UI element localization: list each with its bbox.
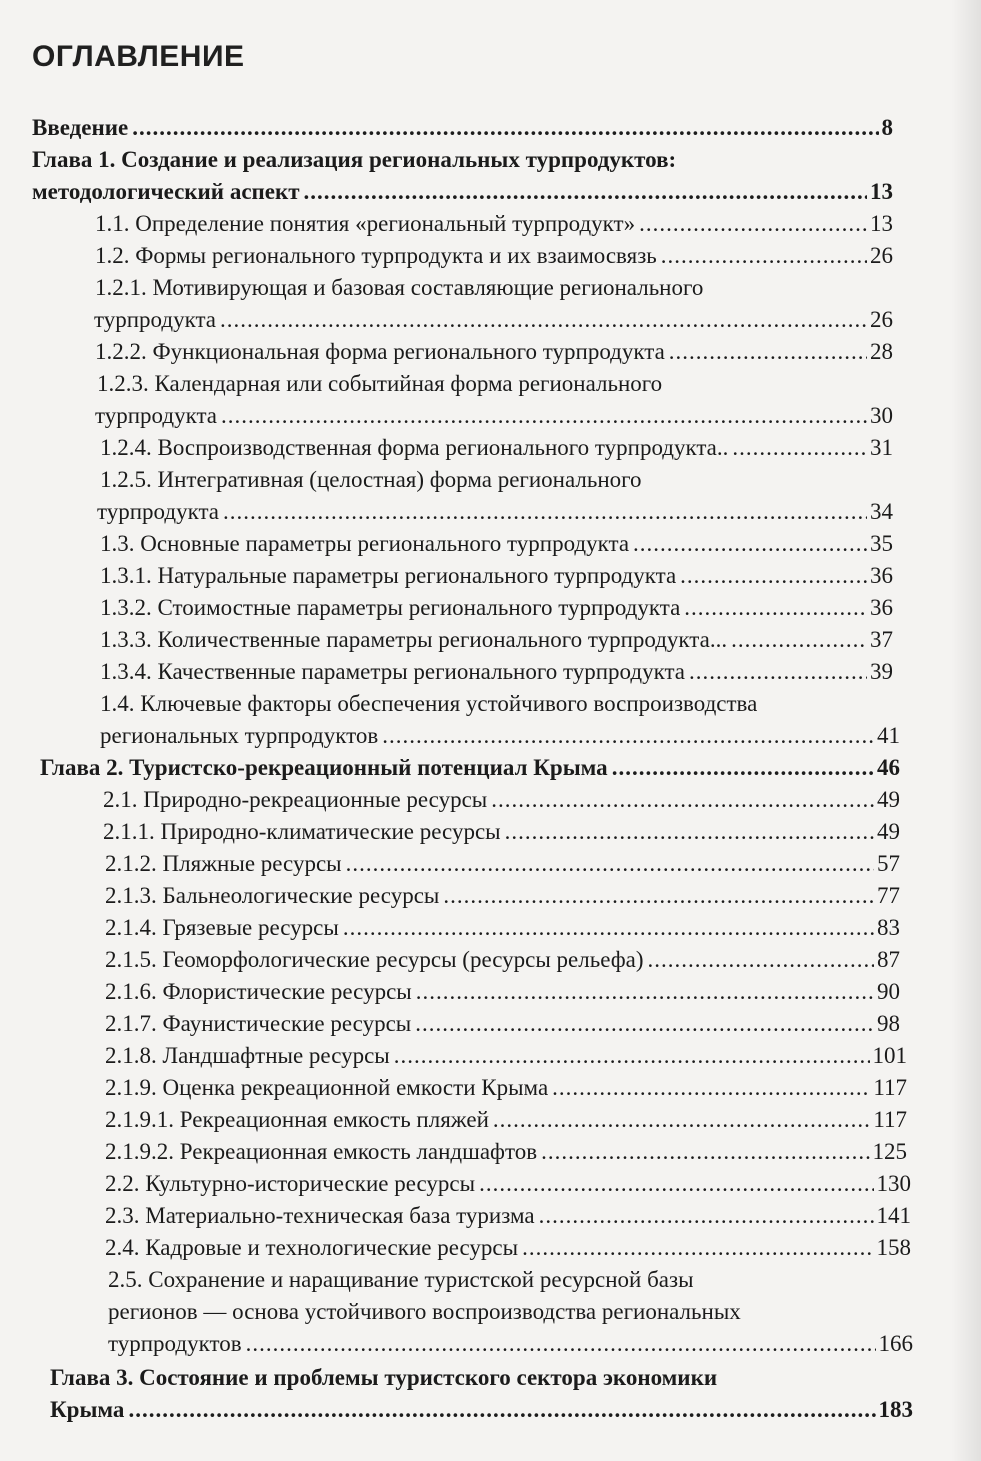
toc-page-number: 87 [877,947,900,972]
toc-section-entry [100,656,893,688]
toc-entry-title: 2.1.7. Фаунистические ресурсы [105,1011,412,1036]
toc-section-entry [105,1008,900,1040]
dot-leader [246,1328,876,1360]
toc-entry-title: 2.1. Природно-рекреационные ресурсы [103,787,488,812]
dot-leader [493,1104,870,1136]
toc-page-number: 31 [870,435,893,460]
toc-page-number: 90 [877,979,900,1004]
toc-entry-title: турпродукта [94,307,217,332]
dot-leader [732,432,867,464]
toc-entry-title: Введение [32,115,129,140]
toc-entry-title: Глава 2. Туристско-рекреационный потенциал Крыма [40,755,608,780]
toc-section-entry [97,464,893,528]
toc-entry-title: турпродукта [97,499,220,524]
dot-leader [220,304,867,336]
dot-leader [639,208,867,240]
toc-entry-title: 2.1.9.1. Рекреационная емкость пляжей [105,1107,489,1132]
dot-leader [223,496,867,528]
dot-leader [132,112,878,144]
dot-leader [343,912,874,944]
toc-entry-title: 1.1. Определение понятия «региональный турпродукт» [95,211,636,236]
toc-section-entry [100,432,893,464]
toc-page-number: 13 [870,179,893,204]
toc-entry-title: 2.1.9.2. Рекреационная емкость ландшафтов [105,1139,538,1164]
toc-page-number: 117 [873,1107,907,1132]
dot-leader [416,976,874,1008]
toc-section-entry [105,1072,907,1104]
toc-page-number: 98 [877,1011,900,1036]
dot-leader [661,240,867,272]
toc-entry-title: 1.4. Ключевые факторы обеспечения устойчивого воспроизводства [100,691,758,716]
toc-section-entry [105,1232,911,1264]
dot-leader [346,848,874,880]
toc-page-number: 57 [877,851,900,876]
toc-entry-title: 2.1.5. Геоморфологические ресурсы (ресурсы рельефа) [105,947,644,972]
dot-leader [415,1008,874,1040]
toc-section-entry [95,272,893,336]
dot-leader [731,624,867,656]
toc-section-entry [105,1136,907,1168]
toc-entry-title: 2.2. Культурно-исторические ресурсы [105,1171,476,1196]
toc-entry-title: 1.2.5. Интегративная (целостная) форма регионального [100,467,642,492]
toc-page-number: 125 [872,1139,907,1164]
toc-entry-title: Глава 3. Состояние и проблемы туристского сектора экономики [50,1365,718,1390]
toc-page-number: 101 [872,1043,907,1068]
toc-page-number: 8 [881,115,893,140]
toc-page-number: 41 [877,723,900,748]
toc-entry-title: 1.2.1. Мотивирующая и базовая составляющие регионального [95,275,704,300]
toc-section-entry [105,912,900,944]
toc-section-entry [100,624,893,656]
toc-chapter-entry [32,112,893,144]
toc-page-number: 117 [873,1075,907,1100]
toc-entry-title: турпродукта [95,403,218,428]
toc-page-number: 39 [870,659,893,684]
toc-entry-title: 2.1.2. Пляжные ресурсы [105,851,342,876]
toc-entry-title: 2.5. Сохранение и наращивание туристской ресурсной базы [108,1267,694,1292]
toc-entry-title: 2.1.3. Бальнеологические ресурсы [105,883,440,908]
toc-page-number: 28 [870,339,893,364]
toc-page-number: 183 [878,1397,913,1422]
dot-leader [680,560,867,592]
dot-leader [128,1394,875,1426]
toc-section-entry [103,816,900,848]
dot-leader [304,176,867,208]
dot-leader [541,1136,869,1168]
dot-leader [491,784,874,816]
dot-leader [479,1168,873,1200]
toc-entry-title: 2.1.6. Флористические ресурсы [105,979,412,1004]
toc-entry-title: 1.2.2. Функциональная форма регионального турпродукта [95,339,665,364]
toc-entry-title: 1.3.2. Стоимостные параметры регионального турпродукта [100,595,681,620]
toc-section-entry [95,240,893,272]
toc-chapter-entry [40,752,900,784]
toc-section-entry [103,784,900,816]
dot-leader [633,528,867,560]
toc-section-entry [105,1200,911,1232]
toc-section-entry [105,848,900,880]
toc-entry-title: 1.3. Основные параметры регионального турпродукта [100,531,630,556]
toc-page-number: 49 [877,819,900,844]
dot-leader [221,400,867,432]
toc-entry-title: 1.3.1. Натуральные параметры регионального турпродукта [100,563,677,588]
toc-page-number: 34 [870,499,893,524]
toc-section-entry [100,688,900,752]
toc-section-entry [97,368,893,432]
toc-section-entry [105,976,900,1008]
toc-entry-title: 1.3.3. Количественные параметры регионального турпродукта... [100,627,728,652]
toc-section-entry [105,944,900,976]
toc-entry-title: региональных турпродуктов [100,723,379,748]
toc-page-number: 141 [876,1203,911,1228]
toc-section-entry [95,208,893,240]
dot-leader [552,1072,870,1104]
page-title: ОГЛАВЛЕНИЕ [32,40,245,73]
toc-entry-title: 2.4. Кадровые и технологические ресурсы [105,1235,519,1260]
toc-section-entry [105,1104,907,1136]
toc-page-number: 77 [877,883,900,908]
toc-entry-title: 2.1.1. Природно-климатические ресурсы [103,819,501,844]
dot-leader [612,752,874,784]
dot-leader [382,720,874,752]
toc-entry-title: 2.1.8. Ландшафтные ресурсы [105,1043,390,1068]
toc-section-entry [105,1168,911,1200]
toc-entry-title: 1.2. Формы регионального турпродукта и их взаимосвязь [95,243,657,268]
toc-page-number: 46 [877,755,900,780]
dot-leader [689,656,867,688]
dot-leader [669,336,867,368]
toc-page-number: 158 [876,1235,911,1260]
page-edge-shadow [951,0,981,1461]
dot-leader [443,880,874,912]
toc-section-entry [105,1040,907,1072]
toc-entry-title: 2.3. Материально-техническая база туризма [105,1203,535,1228]
toc-entry-title: методологический аспект [32,179,300,204]
toc-entry-title: 1.2.3. Календарная или событийная форма регионального [97,371,663,396]
toc-page-number: 130 [876,1171,911,1196]
toc-section-entry [100,560,893,592]
toc-entry-title: Крыма [50,1397,125,1422]
dot-leader [394,1040,870,1072]
toc-entry-title: регионов — основа устойчивого воспроизводства региональных [108,1299,741,1324]
toc-entry-title: Глава 1. Создание и реализация региональных турпродуктов: [32,147,677,172]
toc-page-number: 49 [877,787,900,812]
toc-page-number: 26 [870,307,893,332]
toc-entry-title: 1.2.4. Воспроизводственная форма регионального турпродукта.. [100,435,729,460]
toc-page-number: 166 [878,1331,913,1356]
dot-leader [522,1232,873,1264]
toc-entry-title: 1.3.4. Качественные параметры регионального турпродукта [100,659,685,684]
dot-leader [684,592,867,624]
toc-section-entry [95,336,893,368]
toc-page-number: 36 [870,563,893,588]
toc-page-number: 83 [877,915,900,940]
toc-section-entry [100,592,893,624]
toc-page-number: 30 [870,403,893,428]
toc-section-entry [108,1264,913,1360]
toc-chapter-entry [32,144,893,208]
toc-page-number: 26 [870,243,893,268]
dot-leader [647,944,874,976]
toc-chapter-entry [50,1362,913,1426]
toc-entry-title: 2.1.4. Грязевые ресурсы [105,915,339,940]
dot-leader [505,816,874,848]
toc-page-number: 37 [870,627,893,652]
toc-entry-title: турпродуктов [108,1331,242,1356]
toc-entry-title: 2.1.9. Оценка рекреационной емкости Крыма [105,1075,549,1100]
dot-leader [539,1200,874,1232]
toc-page-number: 13 [870,211,893,236]
toc-section-entry [105,880,900,912]
toc-section-entry [100,528,893,560]
toc-page-number: 36 [870,595,893,620]
toc-page-number: 35 [870,531,893,556]
